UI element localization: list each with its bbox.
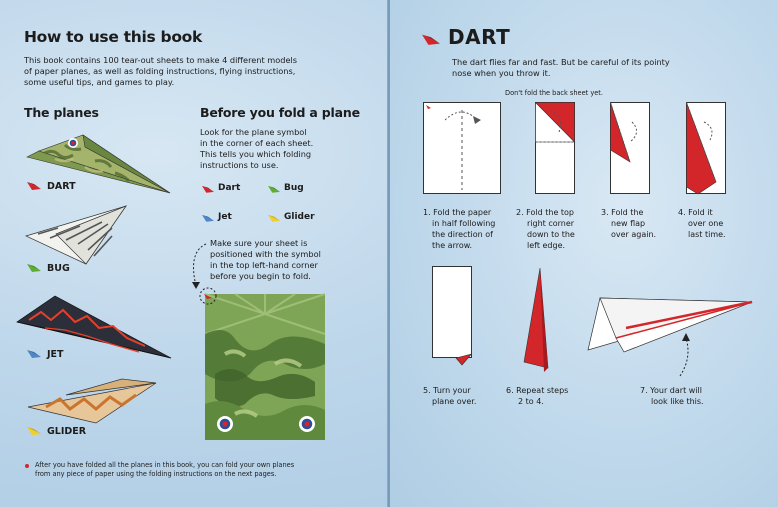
step-1-caption: in half following <box>432 219 496 228</box>
jet-plane-symbol <box>202 213 214 222</box>
glider-plane-symbol <box>268 213 280 222</box>
step-6-caption: 6. Repeat steps <box>506 386 569 395</box>
bug-plane-illustration <box>26 204 131 266</box>
step-1-caption: the arrow. <box>432 241 473 250</box>
step-3-caption: 3. Fold the <box>601 208 644 217</box>
intro-line: nose when you throw it. <box>452 68 551 78</box>
step-1-caption: 1. Fold the paper <box>423 208 492 217</box>
before-line: instructions to use. <box>200 160 279 170</box>
step-3-diagram <box>610 102 650 194</box>
sheet-note-line: positioned with the symbol <box>210 249 321 259</box>
step-6-caption: 2 to 4. <box>518 397 544 406</box>
plane-label-glider: GLIDER <box>47 426 87 437</box>
legend-bug: Bug <box>284 183 304 193</box>
intro-line: This book contains 100 tear-out sheets to make 4 different models <box>24 55 298 65</box>
step-3-caption: new flap <box>611 219 646 228</box>
step-5-diagram <box>432 266 472 366</box>
intro-line: The dart flies far and fast. But be careful of its pointy <box>452 57 670 67</box>
bug-plane-symbol <box>27 262 41 272</box>
bug-plane-symbol <box>268 184 280 193</box>
dart-plane-symbol <box>27 180 41 190</box>
glider-plane-illustration <box>26 377 158 425</box>
legend-jet: Jet <box>218 212 232 222</box>
step-2-caption: 2. Fold the top <box>516 208 575 217</box>
plane-label-bug: BUG <box>47 263 70 274</box>
step-4-caption: last time. <box>688 230 726 239</box>
footnote-line: After you have folded all the planes in this book, you can fold your own planes <box>35 461 295 469</box>
footnote-bullet <box>25 464 29 468</box>
plane-label-jet: JET <box>47 349 64 360</box>
step-5-caption: 5. Turn your <box>423 386 471 395</box>
before-heading: Before you fold a plane <box>200 105 360 120</box>
intro-line: of paper planes, as well as folding instructions, flying instructions, <box>24 66 296 76</box>
legend-glider: Glider <box>284 212 315 222</box>
before-line: This tells you which folding <box>200 149 312 159</box>
step-3-caption: over again. <box>611 230 657 239</box>
sheet-note-line: Make sure your sheet is <box>210 238 308 248</box>
dart-plane-symbol <box>202 184 214 193</box>
step-7-pointer-arrow <box>676 332 696 378</box>
step-4-caption: 4. Fold it <box>678 208 713 217</box>
step-2-caption: right corner <box>527 219 575 228</box>
step-7-caption: look like this. <box>651 397 704 406</box>
step-6-diagram <box>518 268 554 374</box>
jet-plane-symbol <box>27 348 41 358</box>
step-2-diagram <box>535 102 575 194</box>
page-title: How to use this book <box>24 28 203 46</box>
left-page <box>0 0 388 507</box>
step-2-caption: down to the <box>527 230 575 239</box>
sheet-note-line: in the top left-hand corner <box>210 260 318 270</box>
note-text: Don't fold the back sheet yet. <box>505 89 603 97</box>
step-5-caption: plane over. <box>432 397 477 406</box>
before-line: Look for the plane symbol <box>200 127 307 137</box>
step-1-diagram <box>423 102 501 194</box>
page-title: DART <box>448 25 511 49</box>
glider-plane-symbol <box>27 425 41 435</box>
before-line: in the corner of each sheet. <box>200 138 314 148</box>
step-1-caption: the direction of <box>432 230 493 239</box>
right-page <box>390 0 778 507</box>
step-7-diagram <box>586 294 754 354</box>
intro-line: some useful tips, and games to play. <box>24 77 175 87</box>
step-4-diagram <box>686 102 726 194</box>
step-2-caption: left edge. <box>527 241 566 250</box>
symbol-highlight-circle <box>198 286 218 306</box>
pointer-arrow <box>186 242 216 292</box>
step-4-caption: over one <box>688 219 724 228</box>
planes-heading: The planes <box>24 105 99 120</box>
plane-label-dart: DART <box>47 181 76 192</box>
footnote-line: from any piece of paper using the folding instructions on the next pages. <box>35 470 277 478</box>
sheet-note-line: before you begin to fold. <box>210 271 311 281</box>
camo-sheet-illustration <box>205 294 325 440</box>
dart-plane-symbol <box>422 32 440 45</box>
legend-dart: Dart <box>218 183 241 193</box>
step-7-caption: 7. Your dart will <box>640 386 702 395</box>
